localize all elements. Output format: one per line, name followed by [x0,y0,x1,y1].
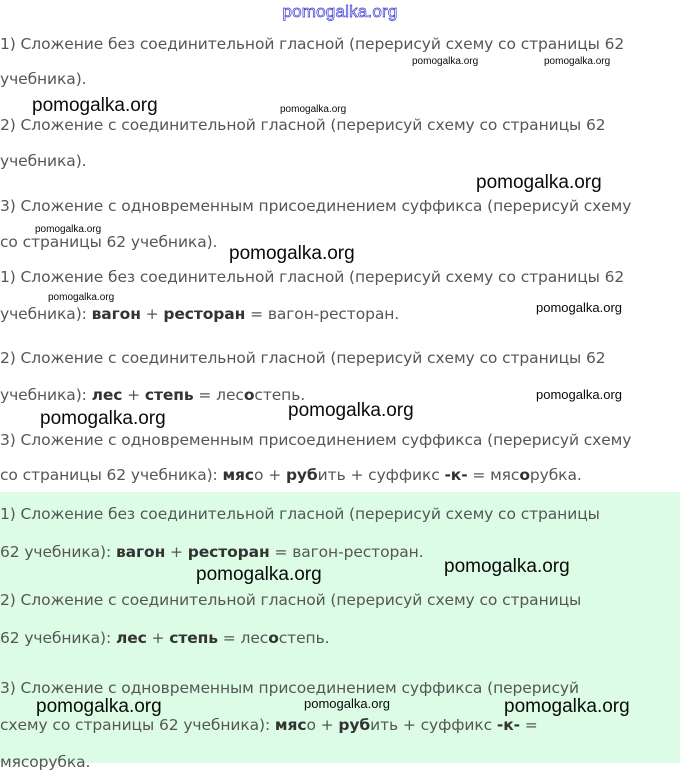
panel-2-line-1: 2) Сложение с соединительной гласной (перерисуй схему со страницы [0,591,582,609]
panel-3-line-3: мясорубка. [0,753,91,771]
answer-3-line-1: 3) Сложение с одновременным присоединением суффикса (перерисуй схему [0,431,632,449]
answer-1-line-1: 1) Сложение без соединительной гласной (перерисуй схему со страницы 62 [0,268,625,286]
panel-1-line-1: 1) Сложение без соединительной гласной (перерисуй схему со страницы [0,505,600,523]
task-3-line-1: 3) Сложение с одновременным присоединением суффикса (перерисуй схему [0,197,632,215]
watermark: pomogalka.org [536,300,622,315]
watermark: pomogalka.org [48,292,115,303]
watermark: pomogalka.org [304,696,390,711]
task-2-line-1: 2) Сложение с соединительной гласной (перерисуй схему со страницы 62 [0,116,606,134]
watermark: pomogalka.org [476,172,602,193]
watermark: pomogalka.org [32,95,158,116]
task-1-line-2: учебника). [0,70,87,88]
watermark: pomogalka.org [444,556,570,577]
panel-2-line-2: 62 учебника): лес + степь = лесостепь. [0,629,330,647]
answer-1-line-2: учебника): вагон + ресторан = вагон-ресторан. [0,305,400,323]
watermark: pomogalka.org [40,408,166,429]
watermark: pomogalka.org [35,224,102,235]
task-3-line-2: со страницы 62 учебника). [0,233,218,251]
watermark: pomogalka.org [36,696,162,717]
task-2-line-2: учебника). [0,152,87,170]
panel-3-line-1: 3) Сложение с одновременным присоединением суффикса (перерисуй [0,679,579,697]
watermark: pomogalka.org [536,387,622,402]
watermark: pomogalka.org [412,56,479,67]
watermark: pomogalka.org [544,56,611,67]
answer-2-line-2: учебника): лес + степь = лесостепь. [0,386,306,404]
header-watermark: pomogalka.org [282,2,398,21]
watermark: pomogalka.org [280,104,347,115]
watermark: pomogalka.org [229,243,355,264]
answer-2-line-1: 2) Сложение с соединительной гласной (перерисуй схему со страницы 62 [0,349,606,367]
watermark: pomogalka.org [196,564,322,585]
panel-3-line-2: схему со страницы 62 учебника): мясо + рубить + суффикс -к- = [0,716,538,734]
watermark: pomogalka.org [504,696,630,717]
panel-1-line-2: 62 учебника): вагон + ресторан = вагон-ресторан. [0,543,424,561]
task-1-line-1: 1) Сложение без соединительной гласной (перерисуй схему со страницы 62 [0,35,625,53]
answer-3-line-2: со страницы 62 учебника): мясо + рубить + суффикс -к- = мясорубка. [0,466,582,484]
watermark: pomogalka.org [288,400,414,421]
